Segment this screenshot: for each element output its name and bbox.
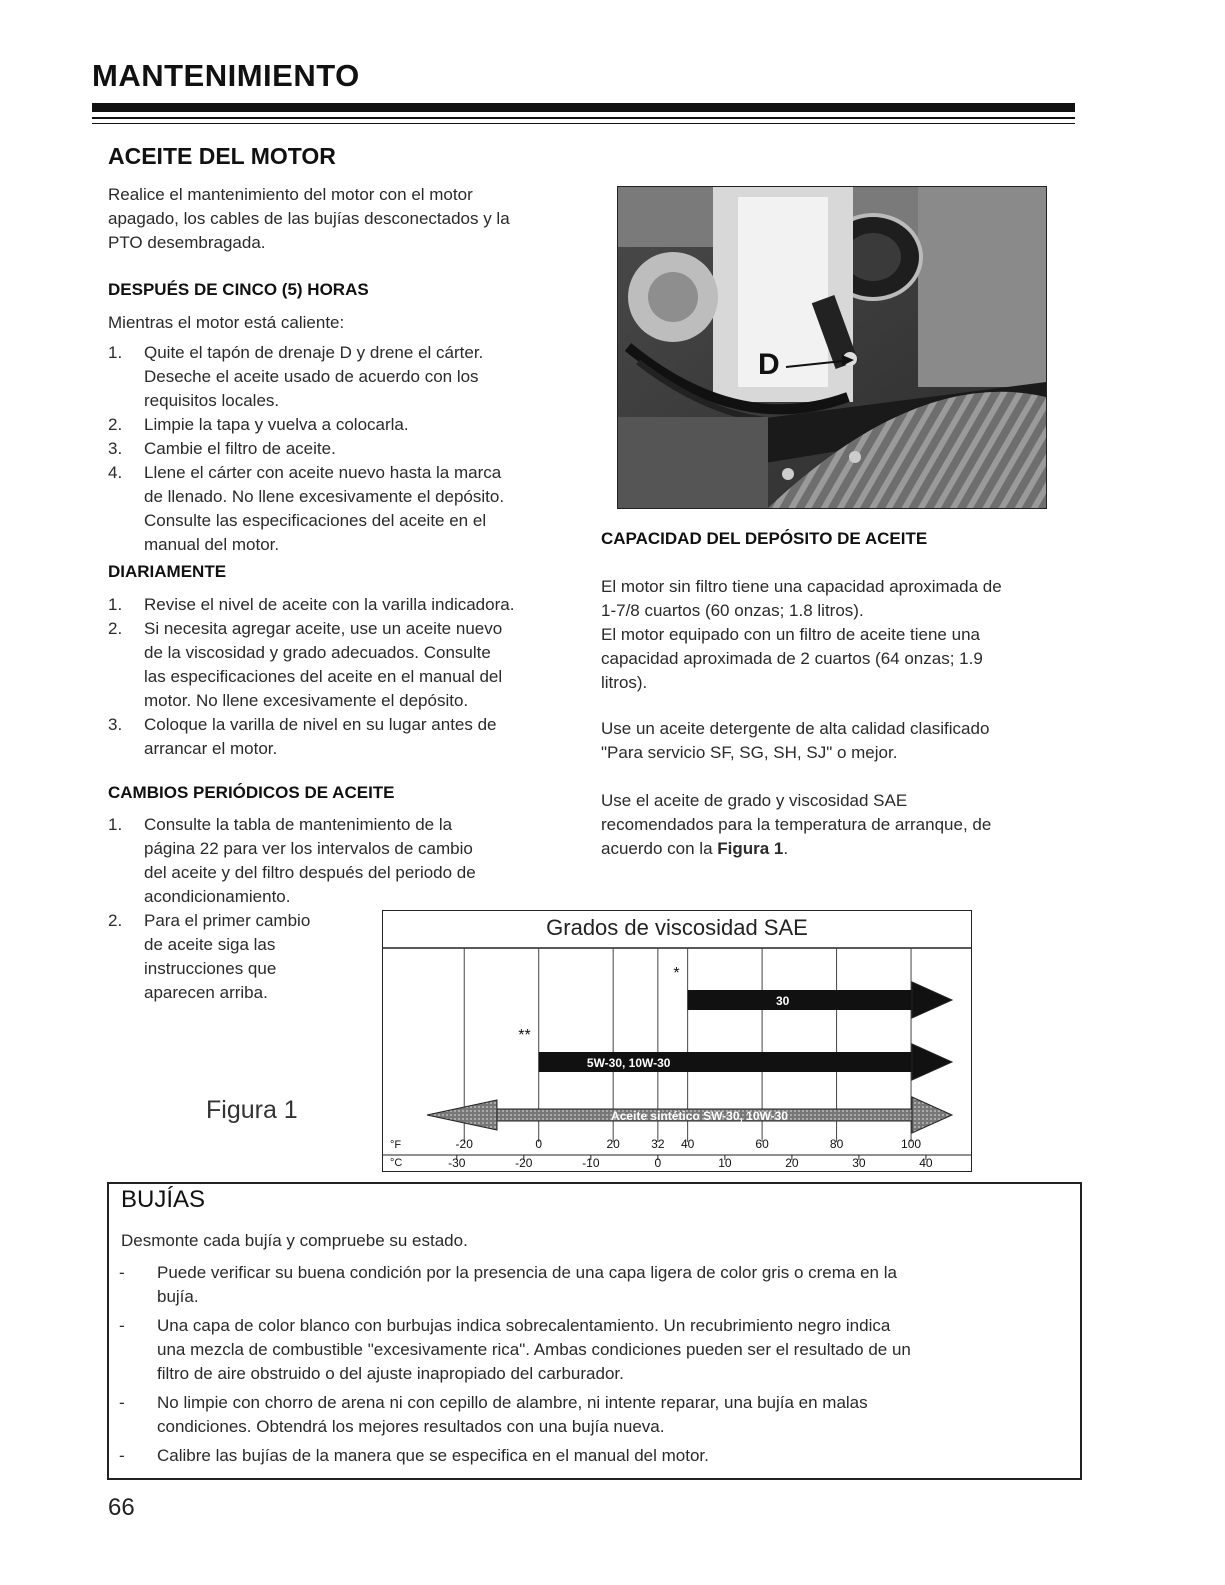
bullet-line: Puede verificar su buena condición por la presencia de una capa ligera de color gris o crema en la xyxy=(157,1263,897,1282)
step-line: Cambie el filtro de aceite. xyxy=(144,439,336,458)
step-line: de la viscosidad y grado adecuados. Consulte xyxy=(144,643,491,662)
chart-tick-c: 40 xyxy=(919,1156,933,1170)
capacity-heading: CAPACIDAD DEL DEPÓSITO DE ACEITE xyxy=(601,529,928,548)
chart-tick-c: -30 xyxy=(448,1156,466,1170)
step-item xyxy=(108,617,588,713)
step-line: Llene el cárter con aceite nuevo hasta la marca xyxy=(144,463,502,482)
chart-tick-c: 20 xyxy=(785,1156,799,1170)
capacity-p1-line: litros). xyxy=(601,673,648,692)
capacity-p2-line: "Para servicio SF, SG, SH, SJ" o mejor. xyxy=(601,743,898,762)
header-rule-hairline xyxy=(92,123,1075,124)
step-line: Consulte la tabla de mantenimiento de la xyxy=(144,815,453,834)
step-line: manual del motor. xyxy=(144,535,280,554)
step-item xyxy=(108,813,568,909)
chart-unit-f: °F xyxy=(390,1139,402,1151)
step-line: página 22 para ver los intervalos de cambio xyxy=(144,839,473,858)
capacity-p3-prefix: acuerdo con la xyxy=(601,839,718,858)
step-item xyxy=(108,341,588,413)
step-line: de llenado. No llene excesivamente el depósito. xyxy=(144,487,505,506)
capacity-p2-line: Use un aceite detergente de alta calidad clasificado xyxy=(601,719,990,738)
chart-tick-f: 100 xyxy=(901,1137,922,1151)
chart-bar xyxy=(688,990,912,1010)
bullet-line: No limpie con chorro de arena ni con cepillo de alambre, ni intente reparar, una bujía en malas xyxy=(157,1393,868,1412)
capacity-p3-line: Use el aceite de grado y viscosidad SAE xyxy=(601,791,908,810)
bullet-line: una mezcla de combustible "excesivamente rica". Ambas condiciones pueden ser el resultado de un xyxy=(157,1340,911,1359)
daily-steps xyxy=(108,593,588,761)
page-number: 66 xyxy=(108,1494,135,1521)
periodic-heading: CAMBIOS PERIÓDICOS DE ACEITE xyxy=(108,783,395,802)
bullet-line: bujía. xyxy=(157,1287,199,1306)
oil-intro-line: PTO desembragada. xyxy=(108,233,266,252)
capacity-p1-line: El motor equipado con un filtro de aceite tiene una xyxy=(601,625,980,644)
after5-heading: DESPUÉS DE CINCO (5) HORAS xyxy=(108,280,369,299)
oil-intro xyxy=(108,183,588,255)
step-item xyxy=(108,593,588,617)
after5-steps xyxy=(108,341,588,557)
bullet-dash: - xyxy=(119,1263,125,1282)
spark-intro: Desmonte cada bujía y compruebe su estado. xyxy=(121,1231,468,1250)
step-number: 2. xyxy=(108,619,123,638)
step-line: Para el primer cambio xyxy=(144,911,311,930)
viscosity-chart xyxy=(382,910,972,1172)
chart-title: Grados de viscosidad SAE xyxy=(546,915,808,940)
step-number: 1. xyxy=(108,343,123,362)
chart-tick-f: -20 xyxy=(455,1137,473,1151)
oil-intro-line: Realice el mantenimiento del motor con el motor xyxy=(108,185,473,204)
capacity-p3-suffix: . xyxy=(783,839,789,858)
chart-frame xyxy=(383,911,972,1172)
step-line: Si necesita agregar aceite, use un aceite nuevo xyxy=(144,619,503,638)
bullet-line: filtro de aire obstruido o del ajuste inapropiado del carburador. xyxy=(157,1364,624,1383)
chart-tick-c: 10 xyxy=(718,1156,732,1170)
spark-bullet xyxy=(109,1314,1069,1386)
step-line: las especificaciones del aceite en el manual del xyxy=(144,667,503,686)
capacity-p3-line xyxy=(601,837,1081,861)
step-line: instrucciones que xyxy=(144,959,277,978)
header-rule-thick xyxy=(92,103,1075,112)
page-title: MANTENIMIENTO xyxy=(92,58,360,93)
engine-photo-image xyxy=(618,187,1046,508)
step-number: 2. xyxy=(108,911,123,930)
engine-photo xyxy=(617,186,1047,509)
bullet-line: condiciones. Obtendrá los mejores resultados con una bujía nueva. xyxy=(157,1417,665,1436)
chart-tick-c: -20 xyxy=(515,1156,533,1170)
step-line: Deseche el aceite usado de acuerdo con los xyxy=(144,367,479,386)
step-line: Revise el nivel de aceite con la varilla indicadora. xyxy=(144,595,515,614)
chart-unit-c: °C xyxy=(390,1157,403,1169)
figure-reference: Figura 1 xyxy=(717,839,784,858)
chart-tick-f: 80 xyxy=(829,1137,844,1151)
spark-bullet xyxy=(109,1261,1069,1309)
capacity-p3 xyxy=(601,789,1081,861)
step-line: aparecen arriba. xyxy=(144,983,268,1002)
oil-intro-line: apagado, los cables de las bujías desconectados y la xyxy=(108,209,510,228)
capacity-p3-line: recomendados para la temperatura de arranque, de xyxy=(601,815,992,834)
step-item xyxy=(108,413,588,437)
step-number: 3. xyxy=(108,439,123,458)
capacity-p1-line: 1-7/8 cuartos (60 onzas; 1.8 litros). xyxy=(601,601,864,620)
chart-series-marker: * xyxy=(673,965,680,982)
chart-tick-c: -10 xyxy=(582,1156,600,1170)
bullet-line: Calibre las bujías de la manera que se especifica en el manual del motor. xyxy=(157,1446,709,1465)
step-line: arrancar el motor. xyxy=(144,739,278,758)
bullet-line: Una capa de color blanco con burbujas indica sobrecalentamiento. Un recubrimiento negro indica xyxy=(157,1316,891,1335)
drain-plug-label: D xyxy=(758,348,780,381)
chart-tick-f: 40 xyxy=(680,1137,695,1151)
chart-series-label: 30 xyxy=(775,994,790,1008)
step-number: 2. xyxy=(108,415,123,434)
chart-tick-f: 0 xyxy=(535,1137,543,1151)
step-line: de aceite siga las xyxy=(144,935,276,954)
bullet-dash: - xyxy=(119,1446,125,1465)
bullet-dash: - xyxy=(119,1316,125,1335)
step-line: requisitos locales. xyxy=(144,391,280,410)
daily-heading: DIARIAMENTE xyxy=(108,562,227,581)
step-item xyxy=(108,461,588,557)
step-number: 3. xyxy=(108,715,123,734)
figure-caption: Figura 1 xyxy=(206,1096,298,1124)
capacity-p1 xyxy=(601,575,1081,695)
chart-tick-c: 0 xyxy=(654,1156,662,1170)
capacity-p2 xyxy=(601,717,1081,765)
step-line: del aceite y del filtro después del periodo de xyxy=(144,863,476,882)
viscosity-chart-svg xyxy=(382,910,972,1172)
spark-bullet xyxy=(109,1391,1069,1439)
step-number: 1. xyxy=(108,815,123,834)
spark-heading: BUJÍAS xyxy=(121,1186,206,1213)
step-line: motor. No llene excesivamente el depósito. xyxy=(144,691,469,710)
chart-series-label: 5W-30, 10W-30 xyxy=(586,1056,671,1070)
chart-series-label: Aceite sintético SW-30, 10W-30 xyxy=(611,1109,788,1123)
chart-series-marker: ** xyxy=(518,1027,531,1044)
capacity-p1-line: capacidad aproximada de 2 cuartos (64 onzas; 1.9 xyxy=(601,649,983,668)
chart-tick-f: 60 xyxy=(755,1137,769,1151)
chart-tick-f: 32 xyxy=(651,1137,665,1151)
chart-tick-f: 20 xyxy=(606,1137,620,1151)
bullet-dash: - xyxy=(119,1393,125,1412)
chart-tick-c: 30 xyxy=(852,1156,866,1170)
oil-heading: ACEITE DEL MOTOR xyxy=(108,143,336,169)
step-line: Coloque la varilla de nivel en su lugar antes de xyxy=(144,715,497,734)
step-item xyxy=(108,437,588,461)
step-line: Consulte las especificaciones del aceite en el xyxy=(144,511,487,530)
header-rule-thin xyxy=(92,117,1075,119)
step-number: 1. xyxy=(108,595,123,614)
step-line: acondicionamiento. xyxy=(144,887,291,906)
spark-plug-box xyxy=(107,1182,1082,1480)
step-line: Quite el tapón de drenaje D y drene el cárter. xyxy=(144,343,484,362)
capacity-p1-line: El motor sin filtro tiene una capacidad aproximada de xyxy=(601,577,1002,596)
step-item xyxy=(108,713,588,761)
step-line: Limpie la tapa y vuelva a colocarla. xyxy=(144,415,409,434)
after5-lead: Mientras el motor está caliente: xyxy=(108,313,345,332)
spark-bullet xyxy=(109,1444,1069,1468)
spark-bullets xyxy=(109,1261,1069,1473)
step-number: 4. xyxy=(108,463,123,482)
